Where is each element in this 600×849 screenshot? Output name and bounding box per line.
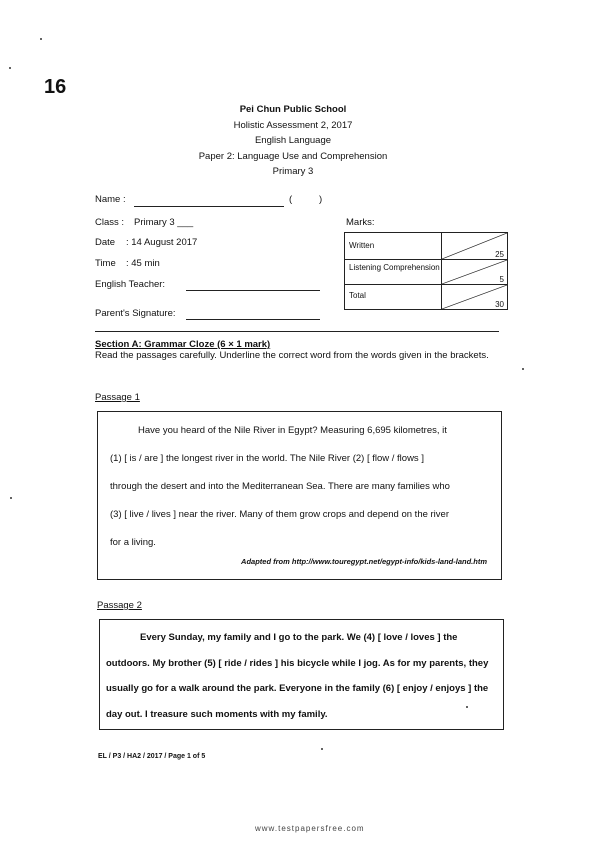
- marks-listening-cell: [442, 260, 508, 285]
- passage-1-source: Adapted from http://www.touregypt.net/egypt-info/kids-land-land.htm: [241, 557, 487, 566]
- passage-2-line: usually go for a walk around the park. Everyone in the family (6) [ enjoy / enjoys ] the: [106, 683, 489, 694]
- passage-1-line: (3) [ live / lives ] near the river. Many of them grow crops and depend on the river: [110, 509, 449, 520]
- marks-written-cell: [442, 233, 508, 260]
- passage-2-line: outdoors. My brother (5) [ ride / rides ] his bicycle while I jog. As for my parents, they: [106, 657, 489, 669]
- section-a-title: Section A: Grammar Cloze (6 × 1 mark): [95, 339, 271, 350]
- time-label: Time: [95, 258, 116, 269]
- passage-1-line: through the desert and into the Mediterranean Sea. There are many families who: [110, 481, 450, 492]
- scan-speck: [40, 38, 42, 40]
- section-a-instructions: Read the passages carefully. Underline the correct word from the words given in the brackets.: [95, 350, 489, 361]
- paper-title: Paper 2: Language Use and Comprehension: [198, 151, 388, 162]
- page-number: 16: [44, 76, 67, 98]
- level-title: Primary 3: [272, 166, 314, 177]
- passage-1-box: [97, 411, 502, 580]
- page-footer: EL / P3 / HA2 / 2017 / Page 1 of 5: [98, 753, 206, 760]
- scan-speck: [522, 368, 524, 370]
- time-value: : 45 min: [126, 258, 160, 269]
- parent-signature-line[interactable]: [186, 319, 320, 320]
- class-label: Class :: [95, 217, 125, 228]
- name-bracket-close: ): [319, 194, 323, 205]
- marks-total-label: Total: [345, 285, 442, 310]
- marks-written-total: 25: [495, 250, 504, 259]
- english-teacher-line[interactable]: [186, 290, 320, 291]
- passage-1-line: Have you heard of the Nile River in Egypt? Measuring 6,695 kilometres, it: [138, 425, 447, 436]
- passage-2-box: [99, 619, 504, 730]
- marks-total-cell: [442, 285, 508, 310]
- marks-total-total: 30: [495, 300, 504, 309]
- scan-speck: [10, 497, 12, 499]
- section-divider: [95, 331, 499, 332]
- assessment-title: Holistic Assessment 2, 2017: [233, 120, 353, 131]
- parent-signature-label: Parent's Signature:: [95, 308, 176, 319]
- marks-table: [344, 232, 508, 310]
- marks-written-label: Written: [345, 233, 442, 260]
- passage-2-title: Passage 2: [97, 600, 142, 611]
- marks-listening-total: 5: [499, 275, 504, 284]
- class-value: Primary 3 ___: [134, 217, 194, 228]
- school-name: Pei Chun Public School: [239, 104, 347, 115]
- passage-1-line: for a living.: [110, 537, 156, 548]
- passage-2-line: day out. I treasure such moments with my family.: [106, 708, 328, 720]
- passage-1-title: Passage 1: [95, 392, 140, 403]
- subject-title: English Language: [254, 135, 332, 146]
- passage-1-line: (1) [ is / are ] the longest river in the world. The Nile River (2) [ flow / flows ]: [110, 453, 424, 464]
- scan-speck: [9, 67, 11, 69]
- bottom-url: www.testpapersfree.com: [255, 824, 365, 833]
- english-teacher-label: English Teacher:: [95, 279, 166, 290]
- name-line[interactable]: [134, 206, 284, 207]
- name-label: Name :: [95, 194, 126, 205]
- passage-2-line: Every Sunday, my family and I go to the park. We (4) [ love / loves ] the: [140, 632, 458, 643]
- name-bracket-open: (: [289, 194, 293, 205]
- date-value: : 14 August 2017: [126, 237, 198, 248]
- scan-speck: [321, 748, 323, 750]
- marks-label: Marks:: [346, 217, 375, 228]
- date-label: Date: [95, 237, 116, 248]
- marks-listening-label: Listening Comprehension: [345, 260, 442, 285]
